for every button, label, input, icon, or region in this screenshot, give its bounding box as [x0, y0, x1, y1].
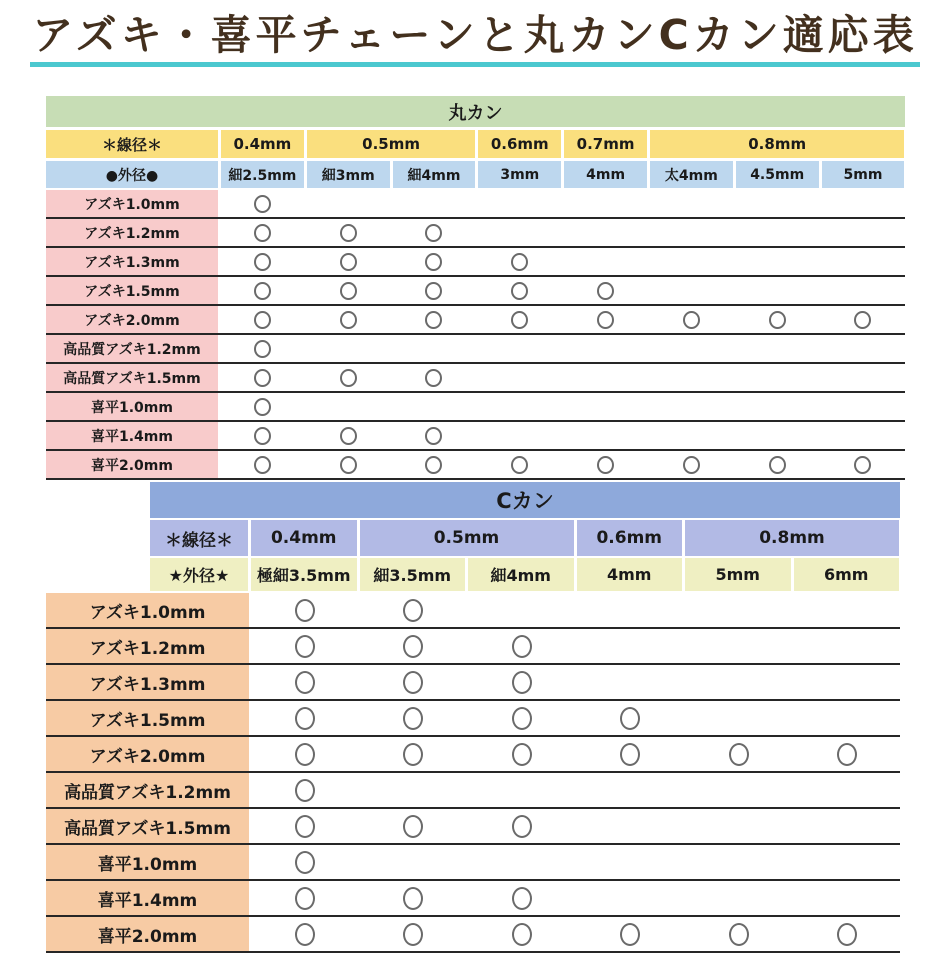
- circle-mark-icon: [729, 743, 749, 766]
- compat-cell: [686, 701, 792, 735]
- table-row: [46, 809, 900, 845]
- compat-cell: [686, 593, 792, 627]
- row-label: アズキ1.0mm: [46, 190, 218, 217]
- compat-cell: [795, 845, 901, 879]
- row-label: アズキ1.2mm: [46, 629, 249, 663]
- circle-mark-icon: [254, 340, 271, 358]
- compat-cell: [564, 422, 647, 449]
- compat-cell: [686, 737, 792, 771]
- circle-mark-icon: [512, 707, 532, 730]
- outer-diameter-cell: 5mm: [822, 161, 905, 188]
- compat-cell: [478, 451, 561, 478]
- circle-mark-icon: [403, 707, 423, 730]
- table-row: [46, 451, 905, 480]
- compat-cell: [252, 701, 358, 735]
- compat-cell: [478, 335, 561, 362]
- compat-cell: [564, 393, 647, 420]
- compat-cell: [361, 809, 467, 843]
- circle-mark-icon: [512, 815, 532, 838]
- circle-mark-icon: [512, 671, 532, 694]
- table-row: [46, 737, 900, 773]
- circle-mark-icon: [425, 427, 442, 445]
- compat-cell: [393, 190, 476, 217]
- row-label: アズキ1.0mm: [46, 593, 249, 627]
- row-label: 高品質アズキ1.5mm: [46, 809, 249, 843]
- compat-cell: [469, 665, 575, 699]
- wire-diameter-cell: 0.6mm: [577, 520, 683, 556]
- circle-mark-icon: [340, 427, 357, 445]
- compat-cell: [221, 190, 304, 217]
- outer-diameter-cell: 細4mm: [393, 161, 476, 188]
- circle-mark-icon: [295, 815, 315, 838]
- compat-cell: [564, 364, 647, 391]
- circle-mark-icon: [295, 635, 315, 658]
- compat-cell: [221, 248, 304, 275]
- circle-mark-icon: [425, 253, 442, 271]
- compat-cell: [252, 737, 358, 771]
- circle-mark-icon: [729, 923, 749, 946]
- circle-mark-icon: [620, 743, 640, 766]
- table-row: [46, 248, 905, 277]
- wire-diameter-cell: 0.5mm: [360, 520, 574, 556]
- compat-cell: [736, 364, 819, 391]
- outer-diameter-cell: 4.5mm: [736, 161, 819, 188]
- row-label: アズキ1.2mm: [46, 219, 218, 246]
- row-label: 喜平2.0mm: [46, 917, 249, 951]
- row-label: 喜平1.0mm: [46, 393, 218, 420]
- circle-mark-icon: [837, 743, 857, 766]
- circle-mark-icon: [620, 923, 640, 946]
- compat-cell: [393, 335, 476, 362]
- compat-cell: [578, 773, 684, 807]
- compat-cell: [478, 248, 561, 275]
- compat-cell: [686, 845, 792, 879]
- circle-mark-icon: [340, 369, 357, 387]
- circle-mark-icon: [512, 635, 532, 658]
- c-kan-table: [46, 482, 900, 953]
- compat-cell: [822, 422, 905, 449]
- circle-mark-icon: [403, 671, 423, 694]
- compat-cell: [650, 277, 733, 304]
- table-row: [46, 845, 900, 881]
- compat-cell: [736, 422, 819, 449]
- compat-cell: [564, 248, 647, 275]
- compat-cell: [361, 881, 467, 915]
- compat-cell: [307, 364, 390, 391]
- compat-cell: [221, 364, 304, 391]
- compat-cell: [650, 393, 733, 420]
- compat-cell: [307, 451, 390, 478]
- circle-mark-icon: [295, 851, 315, 874]
- compat-cell: [578, 593, 684, 627]
- compat-cell: [478, 306, 561, 333]
- compat-cell: [221, 335, 304, 362]
- circle-mark-icon: [511, 253, 528, 271]
- compat-cell: [650, 451, 733, 478]
- circle-mark-icon: [425, 369, 442, 387]
- compat-cell: [686, 629, 792, 663]
- maru-kan-table: [46, 96, 905, 480]
- compat-cell: [252, 773, 358, 807]
- wire-diameter-cell: 0.7mm: [564, 130, 647, 158]
- outer-diameter-cell: 極細3.5mm: [251, 558, 357, 591]
- circle-mark-icon: [620, 707, 640, 730]
- circle-mark-icon: [295, 887, 315, 910]
- compat-cell: [307, 190, 390, 217]
- compat-cell: [307, 219, 390, 246]
- compat-cell: [307, 393, 390, 420]
- compat-cell: [252, 881, 358, 915]
- circle-mark-icon: [254, 398, 271, 416]
- compat-cell: [822, 451, 905, 478]
- circle-mark-icon: [597, 456, 614, 474]
- compat-cell: [361, 629, 467, 663]
- compat-cell: [361, 737, 467, 771]
- row-label: アズキ2.0mm: [46, 306, 218, 333]
- compat-cell: [469, 809, 575, 843]
- table-row: [46, 629, 900, 665]
- circle-mark-icon: [512, 743, 532, 766]
- compat-cell: [252, 917, 358, 951]
- compat-cell: [469, 773, 575, 807]
- compat-cell: [795, 881, 901, 915]
- compat-cell: [478, 422, 561, 449]
- compat-cell: [650, 335, 733, 362]
- outer-diameter-cell: 細3mm: [307, 161, 390, 188]
- circle-mark-icon: [295, 599, 315, 622]
- circle-mark-icon: [403, 815, 423, 838]
- table-row: [46, 277, 905, 306]
- compat-cell: [822, 248, 905, 275]
- compat-cell: [650, 248, 733, 275]
- compat-cell: [686, 665, 792, 699]
- table-row: [46, 393, 905, 422]
- maru-kan-table-title: 丸カン: [46, 96, 905, 127]
- circle-mark-icon: [512, 887, 532, 910]
- compat-cell: [822, 306, 905, 333]
- row-label: アズキ2.0mm: [46, 737, 249, 771]
- compat-cell: [252, 665, 358, 699]
- outer-diameter-header-row: [46, 161, 905, 188]
- compat-cell: [221, 451, 304, 478]
- row-label: 喜平1.0mm: [46, 845, 249, 879]
- compat-cell: [650, 364, 733, 391]
- table-body: [46, 593, 900, 953]
- wire-diameter-header-row: [150, 520, 900, 556]
- circle-mark-icon: [403, 599, 423, 622]
- outer-diameter-cell: 3mm: [478, 161, 561, 188]
- compat-cell: [393, 248, 476, 275]
- compat-cell: [736, 248, 819, 275]
- circle-mark-icon: [425, 282, 442, 300]
- compat-cell: [736, 335, 819, 362]
- outer-diameter-cell: 細4mm: [468, 558, 574, 591]
- compat-cell: [361, 593, 467, 627]
- compat-cell: [221, 306, 304, 333]
- outer-diameter-cell: 太4mm: [650, 161, 733, 188]
- compat-cell: [578, 665, 684, 699]
- compat-cell: [361, 773, 467, 807]
- compat-cell: [795, 701, 901, 735]
- wire-diameter-cell: 0.8mm: [685, 520, 899, 556]
- outer-diameter-cell: 4mm: [577, 558, 683, 591]
- circle-mark-icon: [254, 311, 271, 329]
- compat-cell: [822, 190, 905, 217]
- circle-mark-icon: [295, 671, 315, 694]
- compat-cell: [361, 845, 467, 879]
- compat-cell: [307, 422, 390, 449]
- compat-cell: [578, 845, 684, 879]
- compat-cell: [478, 190, 561, 217]
- compat-cell: [252, 593, 358, 627]
- compat-cell: [307, 277, 390, 304]
- compat-cell: [822, 219, 905, 246]
- compat-cell: [822, 277, 905, 304]
- wire-diameter-label: ＊線径＊: [46, 130, 218, 158]
- circle-mark-icon: [254, 456, 271, 474]
- compat-cell: [393, 219, 476, 246]
- compat-cell: [252, 845, 358, 879]
- circle-mark-icon: [837, 923, 857, 946]
- circle-mark-icon: [425, 224, 442, 242]
- row-label: 高品質アズキ1.2mm: [46, 773, 249, 807]
- wire-diameter-cell: 0.4mm: [221, 130, 304, 158]
- compat-cell: [736, 393, 819, 420]
- circle-mark-icon: [254, 282, 271, 300]
- circle-mark-icon: [295, 707, 315, 730]
- row-label: 高品質アズキ1.2mm: [46, 335, 218, 362]
- compat-cell: [686, 773, 792, 807]
- circle-mark-icon: [254, 224, 271, 242]
- circle-mark-icon: [403, 923, 423, 946]
- compat-cell: [564, 190, 647, 217]
- wire-diameter-cell: 0.8mm: [650, 130, 904, 158]
- circle-mark-icon: [340, 253, 357, 271]
- compat-cell: [221, 277, 304, 304]
- compat-cell: [478, 219, 561, 246]
- compat-cell: [469, 845, 575, 879]
- wire-diameter-cell: 0.5mm: [307, 130, 476, 158]
- circle-mark-icon: [403, 887, 423, 910]
- outer-diameter-cell: 6mm: [794, 558, 900, 591]
- compat-cell: [469, 737, 575, 771]
- compat-cell: [478, 364, 561, 391]
- compat-cell: [478, 393, 561, 420]
- compat-cell: [469, 881, 575, 915]
- compat-cell: [578, 917, 684, 951]
- compat-cell: [736, 190, 819, 217]
- table-row: [46, 593, 900, 629]
- table-row: [46, 219, 905, 248]
- compat-cell: [795, 665, 901, 699]
- compat-cell: [736, 306, 819, 333]
- page-title: アズキ・喜平チェーンと丸カンCカン適応表: [30, 12, 919, 67]
- circle-mark-icon: [854, 311, 871, 329]
- compat-cell: [795, 737, 901, 771]
- compat-cell: [221, 422, 304, 449]
- circle-mark-icon: [295, 779, 315, 802]
- compat-cell: [578, 881, 684, 915]
- compat-cell: [650, 219, 733, 246]
- circle-mark-icon: [769, 456, 786, 474]
- circle-mark-icon: [254, 369, 271, 387]
- title-bar: [0, 12, 950, 67]
- wire-diameter-header-row: [46, 130, 905, 158]
- compat-cell: [221, 393, 304, 420]
- wire-diameter-cell: 0.4mm: [251, 520, 357, 556]
- compat-cell: [393, 277, 476, 304]
- compat-cell: [252, 809, 358, 843]
- compat-cell: [361, 665, 467, 699]
- circle-mark-icon: [403, 635, 423, 658]
- compat-cell: [795, 593, 901, 627]
- outer-diameter-cell: 5mm: [685, 558, 791, 591]
- circle-mark-icon: [340, 224, 357, 242]
- compat-cell: [650, 306, 733, 333]
- compat-cell: [822, 335, 905, 362]
- circle-mark-icon: [340, 311, 357, 329]
- circle-mark-icon: [254, 427, 271, 445]
- compat-cell: [307, 248, 390, 275]
- compat-cell: [795, 629, 901, 663]
- compat-cell: [393, 306, 476, 333]
- table-row: [46, 773, 900, 809]
- compat-cell: [469, 629, 575, 663]
- compat-cell: [564, 277, 647, 304]
- circle-mark-icon: [511, 456, 528, 474]
- table-row: [46, 917, 900, 953]
- table-row: [46, 422, 905, 451]
- wire-diameter-cell: 0.6mm: [478, 130, 561, 158]
- compat-cell: [736, 451, 819, 478]
- compat-cell: [795, 773, 901, 807]
- compat-cell: [564, 219, 647, 246]
- compat-cell: [221, 219, 304, 246]
- compat-cell: [564, 451, 647, 478]
- outer-diameter-label: ★外径★: [150, 558, 248, 591]
- row-label: 高品質アズキ1.5mm: [46, 364, 218, 391]
- circle-mark-icon: [683, 456, 700, 474]
- circle-mark-icon: [254, 253, 271, 271]
- compat-cell: [578, 737, 684, 771]
- circle-mark-icon: [425, 311, 442, 329]
- table-row: [46, 881, 900, 917]
- compat-cell: [578, 701, 684, 735]
- table-row: [46, 364, 905, 393]
- table-row: [46, 665, 900, 701]
- compat-cell: [478, 277, 561, 304]
- compat-cell: [361, 917, 467, 951]
- compat-cell: [736, 219, 819, 246]
- circle-mark-icon: [854, 456, 871, 474]
- compat-cell: [578, 629, 684, 663]
- circle-mark-icon: [511, 311, 528, 329]
- table-row: [46, 335, 905, 364]
- compat-cell: [393, 451, 476, 478]
- compat-cell: [686, 917, 792, 951]
- c-kan-table-title: Cカン: [150, 482, 900, 518]
- circle-mark-icon: [683, 311, 700, 329]
- compat-cell: [686, 881, 792, 915]
- compat-cell: [307, 306, 390, 333]
- compat-cell: [822, 393, 905, 420]
- compat-cell: [564, 335, 647, 362]
- compat-cell: [252, 629, 358, 663]
- compat-cell: [564, 306, 647, 333]
- compat-cell: [795, 917, 901, 951]
- compat-cell: [686, 809, 792, 843]
- circle-mark-icon: [597, 282, 614, 300]
- row-label: 喜平1.4mm: [46, 881, 249, 915]
- compat-cell: [822, 364, 905, 391]
- circle-mark-icon: [295, 923, 315, 946]
- row-label: アズキ1.5mm: [46, 277, 218, 304]
- row-label: アズキ1.3mm: [46, 665, 249, 699]
- compat-cell: [578, 809, 684, 843]
- compat-cell: [393, 422, 476, 449]
- wire-diameter-label: ＊線径＊: [150, 520, 248, 556]
- compat-cell: [736, 277, 819, 304]
- outer-diameter-header-row: [150, 558, 900, 591]
- outer-diameter-cell: 細3.5mm: [360, 558, 466, 591]
- compat-cell: [469, 593, 575, 627]
- circle-mark-icon: [295, 743, 315, 766]
- circle-mark-icon: [403, 743, 423, 766]
- outer-diameter-cell: 4mm: [564, 161, 647, 188]
- compat-cell: [361, 701, 467, 735]
- circle-mark-icon: [769, 311, 786, 329]
- row-label: 喜平1.4mm: [46, 422, 218, 449]
- compat-cell: [650, 190, 733, 217]
- compat-cell: [650, 422, 733, 449]
- circle-mark-icon: [511, 282, 528, 300]
- compat-cell: [393, 364, 476, 391]
- circle-mark-icon: [597, 311, 614, 329]
- circle-mark-icon: [340, 456, 357, 474]
- compat-cell: [307, 335, 390, 362]
- row-label: アズキ1.5mm: [46, 701, 249, 735]
- row-label: 喜平2.0mm: [46, 451, 218, 478]
- circle-mark-icon: [254, 195, 271, 213]
- table-row: [46, 701, 900, 737]
- compat-cell: [795, 809, 901, 843]
- outer-diameter-label: ●外径●: [46, 161, 218, 188]
- compat-cell: [469, 917, 575, 951]
- table-row: [46, 190, 905, 219]
- circle-mark-icon: [425, 456, 442, 474]
- compat-cell: [393, 393, 476, 420]
- circle-mark-icon: [340, 282, 357, 300]
- outer-diameter-cell: 細2.5mm: [221, 161, 304, 188]
- table-body: [46, 190, 905, 480]
- table-row: [46, 306, 905, 335]
- compat-cell: [469, 701, 575, 735]
- row-label: アズキ1.3mm: [46, 248, 218, 275]
- circle-mark-icon: [512, 923, 532, 946]
